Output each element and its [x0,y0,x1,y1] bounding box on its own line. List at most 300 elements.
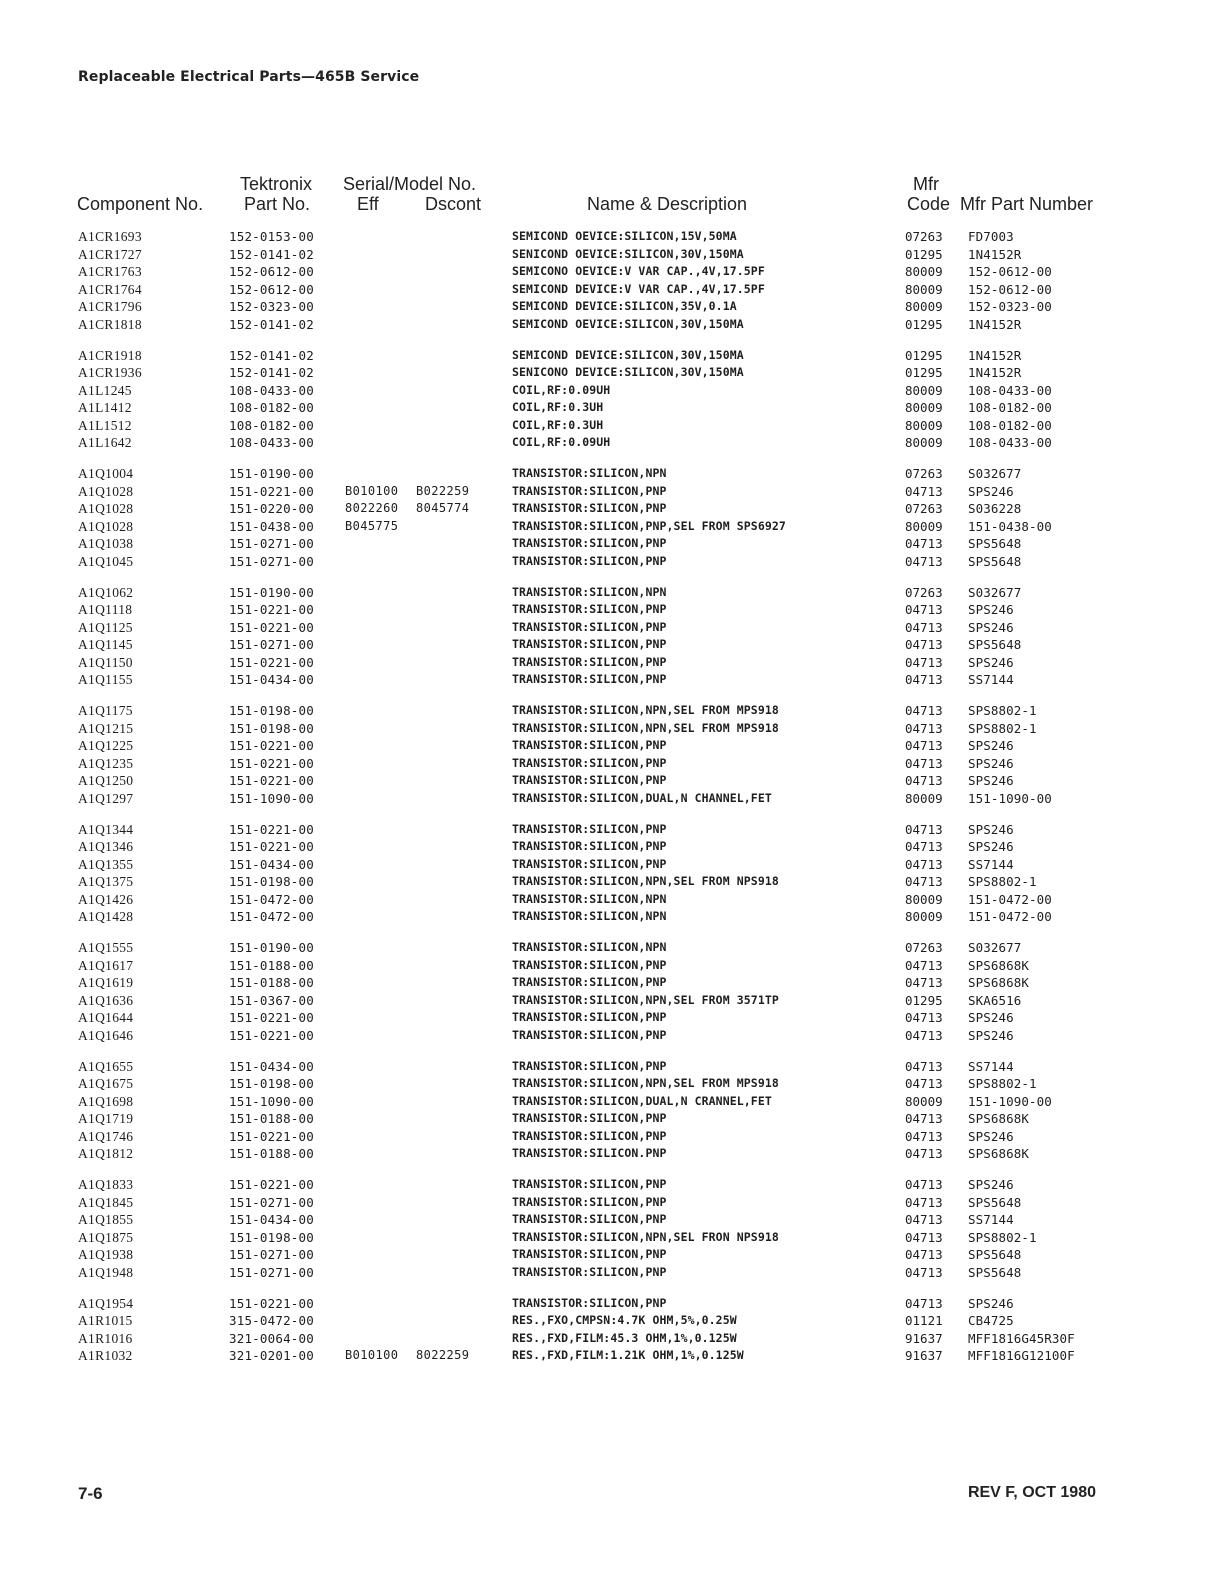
parts-group [0,821,1224,926]
table-row [0,1145,1224,1163]
component-no: A1Q1617 [78,957,134,973]
mfr-part-number: 108-0433-00 [968,382,1052,398]
name-description: COIL,RF:0.09UH [512,435,611,449]
tektronix-part-no: 151-0221-00 [229,755,314,771]
serial-eff: B010100 [345,483,399,498]
name-description: SENICOND OEVICE:SILICON,30V,150MA [512,246,744,261]
serial-eff: B045775 [345,518,399,533]
name-description: TRANSISTOR:SILICON,PNP [512,856,667,871]
component-no: A1CR1796 [78,299,142,314]
name-description: TRANSISTOR:SILICON,PNP [512,619,667,634]
component-no: A1Q1235 [78,755,134,771]
mfr-code: 01295 [905,365,943,380]
component-no: A1Q1619 [78,975,134,990]
tektronix-part-no: 108-0182-00 [229,400,314,415]
component-no: A1Q1646 [78,1027,134,1043]
table-row [0,382,1224,400]
component-no: A1CR1818 [78,316,142,332]
table-row [0,737,1224,755]
table-row [0,347,1224,365]
mfr-part-number: SPS8802-1 [968,1076,1037,1091]
table-row [0,1058,1224,1076]
mfr-part-number: SPS5648 [968,1194,1022,1210]
parts-group [0,347,1224,452]
mfr-code: 80009 [905,518,943,534]
mfr-code: 04713 [905,755,943,771]
table-row [0,1110,1224,1128]
name-description: SEMICOND DEVICE:SILICON,30V,150MA [512,347,744,362]
component-no: A1Q1428 [78,909,134,924]
component-no: A1Q1746 [78,1128,134,1144]
component-no: A1Q1948 [78,1264,134,1280]
mfr-code: 80009 [905,891,943,907]
component-no: A1Q1954 [78,1295,134,1311]
name-description: TRANSISTOR:SILICON,NPN [512,891,667,906]
mfr-part-number: SPS8802-1 [968,720,1037,736]
mfr-code: 01295 [905,316,943,332]
mfr-part-number: SPS246 [968,738,1014,753]
mfr-part-number: SPS5648 [968,1264,1022,1280]
mfr-code: 07263 [905,229,943,244]
tektronix-part-no: 151-0188-00 [229,957,314,973]
tektronix-part-no: 151-0271-00 [229,1247,314,1262]
revision-label: REV F, OCT 1980 [967,1484,1096,1501]
component-no: A1Q1698 [78,1093,134,1109]
name-description: TRANSISTOR:SILICON,PNP [512,957,667,972]
tektronix-part-no: 151-0190-00 [229,584,314,600]
name-description: TRANSISTOR:SILICON,PNP [512,602,667,616]
component-no: A1Q1644 [78,1010,134,1025]
name-description: TRANSISTOR:SILICON,NPN,SEL FROM MPS918 [512,703,779,717]
mfr-part-number: SPS246 [968,773,1014,788]
component-no: A1Q1028 [78,483,134,499]
name-description: TRANSISTOR:SILICON,PNP [512,738,667,752]
component-no: A1Q1375 [78,874,134,889]
name-description: TRANSISTOR:SILICON,PNP [512,654,667,669]
name-description: TRANSISTOR:SILICON,PNP [512,501,667,515]
table-row [0,298,1224,316]
mfr-code: 04713 [905,957,943,973]
mfr-code: 04713 [905,720,943,736]
tektronix-part-no: 151-0221-00 [229,1177,314,1192]
col-serial-model: Serial/Model No. [343,174,477,194]
mfr-code: 04713 [905,839,943,854]
component-no: A1R1015 [78,1313,133,1328]
mfr-code: 04713 [905,1264,943,1280]
mfr-code: 04713 [905,1027,943,1043]
table-row [0,891,1224,909]
parts-group [0,702,1224,807]
table-row [0,873,1224,891]
component-no: A1Q1812 [78,1146,134,1161]
mfr-code: 80009 [905,382,943,398]
mfr-part-number: SPS246 [968,1177,1014,1192]
mfr-part-number: SPS6868K [968,1146,1030,1161]
mfr-code: 04713 [905,1111,943,1126]
tektronix-part-no: 151-0221-00 [229,602,314,617]
mfr-code: 04713 [905,1058,943,1074]
component-no: A1Q1150 [78,654,133,670]
mfr-code: 04713 [905,703,943,718]
tektronix-part-no: 151-0221-00 [229,738,314,753]
table-row [0,1194,1224,1212]
component-no: A1Q1855 [78,1212,134,1227]
tektronix-part-no: 151-0472-00 [229,909,314,924]
tektronix-part-no: 151-0188-00 [229,975,314,990]
tektronix-part-no: 321-0064-00 [229,1330,314,1346]
name-description: COIL,RF:0.09UH [512,382,611,397]
mfr-part-number: 108-0433-00 [968,435,1052,450]
table-row [0,1229,1224,1247]
mfr-part-number: SS7144 [968,672,1014,687]
component-no: A1L1512 [78,417,132,433]
mfr-part-number: SPS5648 [968,553,1022,569]
name-description: RES.,FXO,CMPSN:4.7K OHM,5%,0.25W [512,1313,737,1327]
table-row [0,1246,1224,1264]
mfr-part-number: 151-1090-00 [968,790,1052,806]
tektronix-part-no: 151-0434-00 [229,856,314,872]
component-no: A1CR1727 [78,246,142,262]
tektronix-part-no: 315-0472-00 [229,1313,314,1328]
name-description: TRANSISTOR:SILICON,PNP [512,1027,667,1042]
component-no: A1R1016 [78,1330,133,1346]
mfr-part-number: SS7144 [968,856,1014,872]
component-no: A1L1245 [78,382,132,398]
serial-dscont: 8022259 [416,1348,470,1362]
serial-dscont: B022259 [416,483,470,498]
tektronix-part-no: 151-0271-00 [229,553,314,569]
name-description: TRANSISTOR:SILICON,NPN [512,940,667,954]
name-description: COIL,RF:0.3UH [512,417,604,432]
page-header: Replaceable Electrical Parts—465B Service [78,69,420,85]
table-row [0,1264,1224,1282]
name-description: TRANSISTOR:SILICON,NPN,SEL FROM MPS918 [512,1076,779,1090]
component-no: A1Q1062 [78,584,134,600]
mfr-part-number: S036228 [968,501,1022,516]
tektronix-part-no: 321-0201-00 [229,1348,314,1363]
table-row [0,671,1224,689]
component-no: A1Q1344 [78,821,134,837]
mfr-code: 04713 [905,738,943,753]
component-no: A1Q1938 [78,1247,134,1262]
name-description: TRANSISTOR:SILICON,PNP [512,1247,667,1261]
col-name-description: Name & Description [587,194,748,214]
mfr-part-number: SPS6868K [968,1111,1030,1126]
tektronix-part-no: 151-0472-00 [229,891,314,907]
tektronix-part-no: 151-0198-00 [229,1229,314,1245]
component-no: A1Q1125 [78,619,133,635]
table-row [0,228,1224,246]
table-row [0,246,1224,264]
name-description: TRANSISTOR:SILICON,PNP [512,483,667,498]
name-description: TRANSISTOR:SILICON,PNP [512,773,667,787]
component-no: A1Q1426 [78,891,134,907]
table-row [0,1211,1224,1229]
mfr-code: 01295 [905,246,943,262]
tektronix-part-no: 151-0434-00 [229,1212,314,1227]
name-description: SEMICONO OEVICE:V VAR CAP.,4V,17.5PF [512,264,765,278]
table-row [0,755,1224,773]
tektronix-part-no: 151-0198-00 [229,874,314,889]
mfr-part-number: SS7144 [968,1058,1014,1074]
mfr-part-number: 1N4152R [968,246,1022,262]
mfr-part-number: 108-0182-00 [968,400,1052,415]
mfr-code: 80009 [905,264,943,279]
tektronix-part-no: 152-0153-00 [229,229,314,244]
serial-dscont: 8045774 [416,501,470,515]
mfr-part-number: SS7144 [968,1212,1014,1227]
name-description: TRANSISTOR:SILICON,PNP [512,1194,667,1209]
mfr-code: 07263 [905,584,943,600]
mfr-code: 04713 [905,773,943,788]
table-row [0,974,1224,992]
tektronix-part-no: 152-0612-00 [229,264,314,279]
mfr-part-number: SPS6868K [968,975,1030,990]
page-number: 7-6 [78,1484,103,1503]
mfr-part-number: 151-0438-00 [968,518,1052,534]
table-row [0,1330,1224,1348]
component-no: A1CR1936 [78,365,142,380]
component-no: A1Q1225 [78,738,134,753]
name-description: SEMICOND OEVICE:SILICON,15V,50MA [512,229,737,243]
mfr-part-number: 1N4152R [968,347,1022,363]
mfr-code: 04713 [905,1128,943,1144]
tektronix-part-no: 151-0221-00 [229,773,314,788]
col-mfr: Mfr [913,174,939,194]
component-no: A1CR1693 [78,229,142,244]
mfr-code: 04713 [905,536,943,551]
name-description: SEMICOND OEVICE:SILICON,30V,150MA [512,316,744,331]
component-no: A1Q1675 [78,1076,134,1091]
mfr-part-number: S032677 [968,584,1022,600]
component-no: A1Q1028 [78,518,134,534]
parts-group [0,1295,1224,1365]
component-no: A1Q1145 [78,637,133,652]
table-row [0,702,1224,720]
name-description: TRANSISTOR:SILICON,PNP [512,975,667,989]
tektronix-part-no: 152-0141-02 [229,365,314,380]
name-description: TRANSISTOR:SILICON,NPN [512,466,667,480]
table-row [0,584,1224,602]
table-row [0,992,1224,1010]
tektronix-part-no: 151-0221-00 [229,821,314,837]
component-no: A1Q1875 [78,1229,134,1245]
mfr-code: 07263 [905,940,943,955]
mfr-part-number: 152-0612-00 [968,264,1052,279]
component-no: A1Q1655 [78,1058,134,1074]
name-description: TRANSISTOR:SILICON.PNP [512,1146,667,1160]
tektronix-part-no: 151-0198-00 [229,720,314,736]
mfr-code: 80009 [905,790,943,806]
tektronix-part-no: 151-1090-00 [229,1093,314,1109]
tektronix-part-no: 151-0221-00 [229,619,314,635]
table-row [0,281,1224,299]
table-row [0,518,1224,536]
mfr-code: 80009 [905,281,943,297]
mfr-part-number: SPS5648 [968,536,1022,551]
mfr-code: 04713 [905,602,943,617]
name-description: COIL,RF:0.3UH [512,400,604,414]
mfr-code: 04713 [905,654,943,670]
table-row [0,1312,1224,1330]
mfr-part-number: S032677 [968,940,1022,955]
mfr-part-number: SPS5648 [968,637,1022,652]
mfr-code: 91637 [905,1330,943,1346]
name-description: TRANSISTOR:SILICON,NPN,SEL FROM 3571TP [512,992,779,1007]
component-no: A1Q1175 [78,703,133,718]
tektronix-part-no: 151-0221-00 [229,1128,314,1144]
mfr-code: 04713 [905,856,943,872]
tektronix-part-no: 152-0612-00 [229,281,314,297]
mfr-part-number: SPS246 [968,1295,1014,1311]
mfr-part-number: SPS8802-1 [968,1229,1037,1245]
name-description: TRANSISTOR:SILICON,DUAL,N CHANNEL,FET [512,790,772,805]
component-no: A1Q1155 [78,672,133,687]
name-description: SEMICOND DEVICE:V VAR CAP.,4V,17.5PF [512,281,765,296]
mfr-code: 04713 [905,821,943,837]
component-no: A1Q1118 [78,602,133,617]
component-no: A1Q1045 [78,553,134,569]
parts-group [0,465,1224,570]
table-row [0,939,1224,957]
component-no: A1Q1346 [78,839,134,854]
col-eff: Eff [357,194,379,214]
tektronix-part-no: 151-0220-00 [229,501,314,516]
component-no: A1Q1215 [78,720,134,736]
tektronix-part-no: 108-0433-00 [229,435,314,450]
mfr-part-number: 151-1090-00 [968,1093,1052,1109]
mfr-code: 04713 [905,975,943,990]
name-description: TRANSISTOR:SILICON,PNP,SEL FROM SPS6927 [512,518,786,533]
mfr-code: 80009 [905,435,943,450]
table-row [0,957,1224,975]
mfr-code: 04713 [905,1010,943,1025]
tektronix-part-no: 151-0188-00 [229,1146,314,1161]
name-description: TRANSISTOR:SILICON,PNP [512,821,667,836]
name-description: TRANSISTOR:SILICON,PNP [512,755,667,770]
component-no: A1Q1355 [78,856,134,872]
table-row [0,500,1224,518]
component-no: A1Q1028 [78,501,134,516]
name-description: TRANSISTOR:SILICON,PNP [512,536,667,550]
mfr-part-number: 151-0472-00 [968,891,1052,907]
tektronix-part-no: 151-0434-00 [229,672,314,687]
tektronix-part-no: 151-0198-00 [229,703,314,718]
table-row [0,772,1224,790]
tektronix-part-no: 151-0438-00 [229,518,314,534]
tektronix-part-no: 108-0182-00 [229,417,314,433]
table-row [0,399,1224,417]
mfr-part-number: 1N4152R [968,365,1022,380]
table-row [0,1176,1224,1194]
table-row [0,636,1224,654]
component-no: A1R1032 [78,1348,133,1363]
mfr-code: 04713 [905,553,943,569]
name-description: TRANSISTOR:SILICON,NPN,SEL FROM NPS918 [512,874,779,888]
mfr-part-number: SPS246 [968,654,1014,670]
component-no: A1Q1297 [78,790,134,806]
table-row [0,1009,1224,1027]
table-row [0,1075,1224,1093]
table-row [0,1128,1224,1146]
mfr-code: 04713 [905,1146,943,1161]
table-row [0,535,1224,553]
name-description: TRANSISTOR:SILICON,PNP [512,637,667,651]
name-description: TRANSISTOR:SILICON,PNP [512,672,667,686]
component-no: A1Q1636 [78,992,134,1008]
parts-group [0,1058,1224,1163]
mfr-part-number: SPS246 [968,839,1014,854]
mfr-code: 80009 [905,299,943,314]
col-part-no: Part No. [244,194,311,214]
mfr-part-number: SPS8802-1 [968,874,1037,889]
name-description: TRANSISTOR:SILICON,PNP [512,553,667,568]
mfr-code: 80009 [905,909,943,924]
mfr-code: 01295 [905,992,943,1008]
mfr-code: 91637 [905,1348,943,1363]
parts-table [0,228,1224,1378]
tektronix-part-no: 151-0271-00 [229,637,314,652]
component-no: A1Q1719 [78,1111,134,1126]
tektronix-part-no: 151-0221-00 [229,1027,314,1043]
table-row [0,434,1224,452]
mfr-part-number: SPS246 [968,619,1014,635]
tektronix-part-no: 151-0190-00 [229,466,314,481]
mfr-code: 04713 [905,1076,943,1091]
table-row [0,553,1224,571]
table-row [0,1295,1224,1313]
name-description: TRANSISTOR:SILICON,PNP [512,839,667,853]
name-description: TRANSISTOR:SILICON,DUAL,N CRANNEL,FET [512,1093,772,1108]
name-description: RES.,FXD,FILM:45.3 OHM,1%,0.125W [512,1330,737,1345]
table-row [0,483,1224,501]
name-description: RES.,FXD,FILM:1.21K OHM,1%,0.125W [512,1348,744,1362]
mfr-part-number: SPS246 [968,1128,1014,1144]
mfr-code: 04713 [905,1229,943,1245]
component-no: A1L1642 [78,435,132,450]
tektronix-part-no: 151-0434-00 [229,1058,314,1074]
mfr-code: 07263 [905,501,943,516]
mfr-part-number: SPS246 [968,821,1014,837]
col-tektronix: Tektronix [240,174,313,194]
mfr-part-number: SPS246 [968,1010,1014,1025]
name-description: TRANSISTOR:SILICON,NPN [512,909,667,923]
parts-group [0,228,1224,333]
name-description: SENICONO DEVICE:SILICON,30V,150MA [512,365,744,379]
mfr-part-number: SKA6516 [968,992,1022,1008]
tektronix-part-no: 151-0271-00 [229,1264,314,1280]
table-row [0,838,1224,856]
name-description: TRANSISTOR:SILICON,PNP [512,1058,667,1073]
mfr-code: 80009 [905,417,943,433]
mfr-code: 01121 [905,1313,943,1328]
mfr-part-number: SPS8802-1 [968,703,1037,718]
table-row [0,856,1224,874]
table-row [0,465,1224,483]
component-no: A1CR1918 [78,347,142,363]
mfr-part-number: CB4725 [968,1313,1014,1328]
name-description: TRANSISTOR:SILICON,PNP [512,1295,667,1310]
tektronix-part-no: 151-0221-00 [229,483,314,499]
tektronix-part-no: 151-0221-00 [229,1295,314,1311]
mfr-part-number: SPS246 [968,755,1014,771]
table-row [0,821,1224,839]
tektronix-part-no: 151-0190-00 [229,940,314,955]
mfr-part-number: 151-0472-00 [968,909,1052,924]
component-no: A1Q1250 [78,773,134,788]
mfr-part-number: SPS246 [968,602,1014,617]
component-no: A1Q1004 [78,466,134,481]
